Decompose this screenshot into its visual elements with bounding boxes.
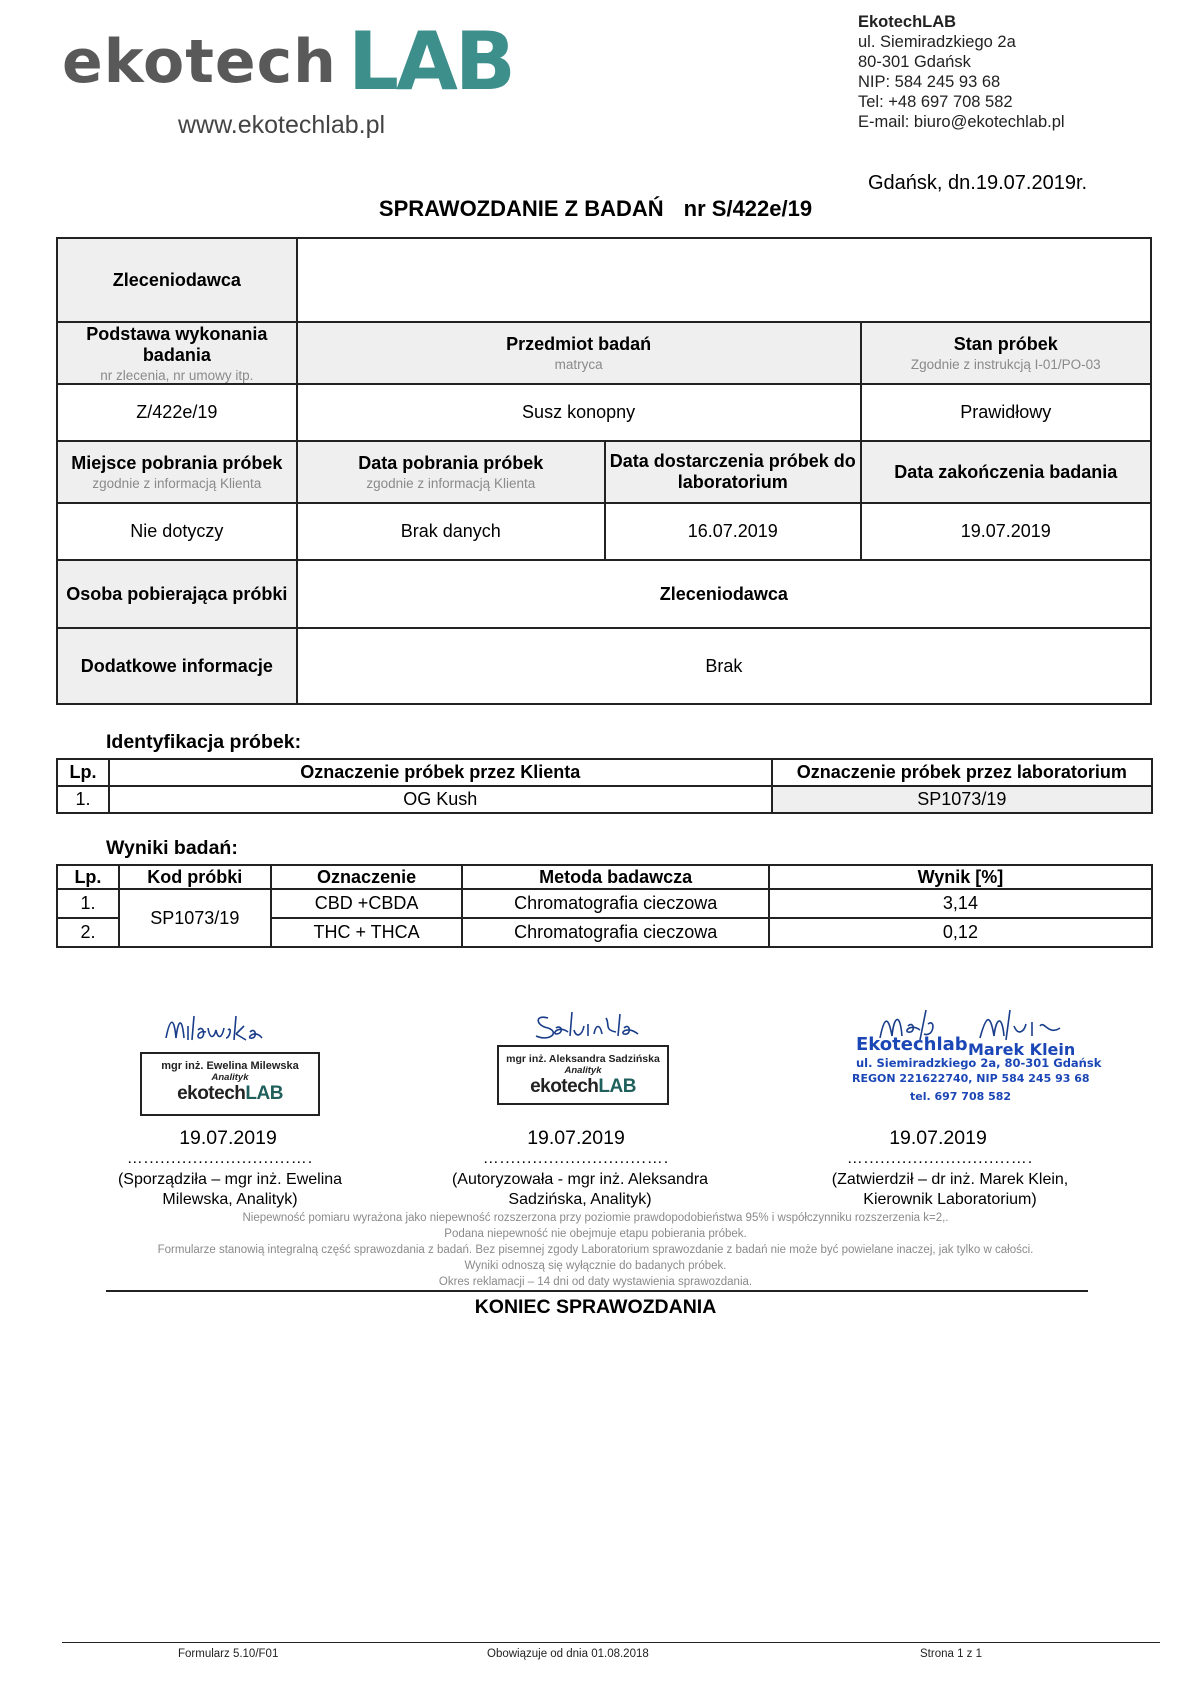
subject-value: Susz konopny	[297, 384, 861, 441]
table-row	[57, 889, 1152, 918]
caption-line: Milewska, Analityk)	[162, 1191, 298, 1208]
results-heading: Wyniki badań:	[106, 837, 238, 859]
place-sub: zgodnie z informacją Klienta	[92, 476, 262, 491]
stamp-company: Ekotechlab	[856, 1034, 968, 1055]
caption-line: (Sporządziła – mgr inż. Ewelina	[117, 1171, 343, 1188]
note-line: Podana niepewność nie obejmuje etapu pobierania próbek.	[444, 1228, 747, 1240]
id-header-client: Oznaczenie próbek przez Klienta	[109, 759, 772, 786]
signature-date: 19.07.2019	[179, 1127, 277, 1149]
res-header-code: Kod próbki	[119, 865, 271, 889]
sampling-date-sub: zgodnie z informacją Klienta	[366, 476, 536, 491]
report-title-text: SPRAWOZDANIE Z BADAŃ	[378, 196, 664, 221]
stamp-role: Analityk	[564, 1065, 602, 1076]
res-sample-code: SP1073/19	[119, 889, 271, 947]
report-info-table	[56, 237, 1152, 705]
subject-sub: matryca	[554, 357, 603, 372]
footer-page: Strona 1 z 1	[920, 1648, 983, 1660]
company-city: 80-301 Gdańsk	[858, 53, 971, 71]
id-header-lab: Oznaczenie próbek przez laboratorium	[772, 759, 1152, 786]
state-label: Stan próbek	[953, 334, 1058, 354]
signature-milewska	[160, 1008, 290, 1052]
note-line: Niepewność pomiaru wyrażona jako niepewność rozszerzona przy poziomie prawdopodobieństwa 95% i współczynniku rozszerzenia k=2,.	[242, 1212, 949, 1224]
footer-valid: Obowiązuje od dnia 01.08.2018	[487, 1648, 649, 1660]
basis-sub: nr zlecenia, nr umowy itp.	[100, 367, 254, 383]
stamp-milewska	[140, 1052, 320, 1116]
place-value: Nie dotyczy	[57, 503, 297, 560]
id-row-lp: 1.	[57, 786, 109, 813]
signature-caption	[90, 1170, 370, 1210]
res-row2-method: Chromatografia cieczowa	[462, 918, 768, 947]
extra-value: Brak	[297, 628, 1151, 704]
company-email: E-mail: biuro@ekotechlab.pl	[858, 113, 1065, 131]
table-row	[57, 786, 1152, 813]
identification-table	[56, 758, 1153, 814]
basis-header	[57, 322, 297, 384]
state-header	[861, 322, 1151, 384]
res-header-result: Wynik [%]	[769, 865, 1152, 889]
signature-sadzinska	[530, 1004, 660, 1048]
res-row1-analyte: CBD +CBDA	[271, 889, 463, 918]
company-address	[858, 12, 1065, 132]
sampler-value: Zleceniodawca	[297, 560, 1151, 628]
client-label: Zleceniodawca	[57, 238, 297, 322]
signature-date: 19.07.2019	[889, 1127, 987, 1149]
signature-line: …...........................….	[846, 1150, 1034, 1167]
identification-heading: Identyfikacja próbek:	[106, 731, 302, 753]
stamp-role: Analityk	[211, 1072, 249, 1083]
delivery-date-label: Data dostarczenia próbek do laboratorium	[605, 441, 861, 503]
delivery-date-value: 16.07.2019	[605, 503, 861, 560]
state-value: Prawidłowy	[861, 384, 1151, 441]
logo-url: www.ekotechlab.pl	[178, 111, 386, 139]
note-line: Wyniki odnoszą się wyłącznie do badanych próbek.	[464, 1260, 727, 1272]
subject-label: Przedmiot badań	[506, 334, 652, 354]
res-row1-result: 3,14	[769, 889, 1152, 918]
company-name: EkotechLAB	[858, 13, 957, 31]
caption-line: Sadzińska, Analityk)	[508, 1191, 652, 1208]
note-line: Okres reklamacji – 14 dni od daty wystawienia sprawozdania.	[438, 1276, 753, 1288]
stamp-name: mgr inż. Aleksandra Sadzińska	[506, 1053, 660, 1065]
id-row-client: OG Kush	[109, 786, 772, 813]
signature-line: …...........................….	[126, 1150, 314, 1167]
caption-line: Kierownik Laboratorium)	[863, 1191, 1037, 1208]
stamp-name: mgr inż. Ewelina Milewska	[161, 1060, 299, 1072]
extra-label: Dodatkowe informacje	[57, 628, 297, 704]
caption-line: (Zatwierdził – dr inż. Marek Klein,	[831, 1171, 1069, 1188]
basis-label: Podstawa wykonania badania	[86, 323, 268, 365]
stamp-logo: ekotechLAB	[530, 1076, 636, 1097]
res-row2-result: 0,12	[769, 918, 1152, 947]
end-date-value: 19.07.2019	[861, 503, 1151, 560]
place-label: Miejsce pobrania próbek	[71, 453, 283, 473]
report-date: Gdańsk, dn.19.07.2019r.	[868, 172, 1088, 194]
signature-date: 19.07.2019	[527, 1127, 625, 1149]
basis-value: Z/422e/19	[57, 384, 297, 441]
stamp-person: Marek Klein	[968, 1040, 1076, 1059]
res-header-method: Metoda badawcza	[462, 865, 768, 889]
footer-divider	[62, 1642, 1160, 1643]
res-row1-method: Chromatografia cieczowa	[462, 889, 768, 918]
signature-caption	[420, 1170, 740, 1210]
id-row-lab: SP1073/19	[772, 786, 1152, 813]
res-header-analyte: Oznaczenie	[271, 865, 463, 889]
company-street: ul. Siemiradzkiego 2a	[858, 33, 1016, 51]
end-date-label: Data zakończenia badania	[861, 441, 1151, 503]
divider	[106, 1290, 1088, 1292]
footer-form: Formularz 5.10/F01	[178, 1648, 279, 1660]
notes	[60, 1210, 1131, 1290]
place-header	[57, 441, 297, 503]
stamp-tel: tel. 697 708 582	[910, 1090, 1012, 1103]
signature-caption	[790, 1170, 1110, 1210]
stamp-regon: REGON 221622740, NIP 584 245 93 68	[852, 1072, 1090, 1085]
logo-word: ekotech	[62, 27, 337, 97]
stamp-logo: ekotechLAB	[177, 1083, 283, 1104]
caption-line: (Autoryzowała - mgr inż. Aleksandra	[451, 1171, 709, 1188]
state-sub: Zgodnie z instrukcją I-01/PO-03	[910, 357, 1101, 372]
company-nip: NIP: 584 245 93 68	[858, 73, 1001, 91]
report-number: nr S/422e/19	[683, 196, 813, 221]
stamp-sadzinska	[497, 1045, 669, 1105]
signature-line: …...........................….	[482, 1150, 670, 1167]
id-header-lp: Lp.	[57, 759, 109, 786]
note-line: Formularze stanowią integralną część sprawozdania z badań. Bez pisemnej zgody Laboratorium sprawozdanie z badań nie może być powielane inaczej, jak tylko w całości.	[157, 1244, 1034, 1256]
sampling-date-header	[297, 441, 605, 503]
res-row2-lp: 2.	[57, 918, 119, 947]
logo-lab: LAB	[348, 15, 513, 108]
res-row2-analyte: THC + THCA	[271, 918, 463, 947]
report-title	[0, 196, 1191, 222]
sampling-date-label: Data pobrania próbek	[358, 453, 544, 473]
sampler-label: Osoba pobierająca próbki	[57, 560, 297, 628]
client-value	[297, 238, 1151, 322]
res-row1-lp: 1.	[57, 889, 119, 918]
sampling-date-value: Brak danych	[297, 503, 605, 560]
results-table	[56, 864, 1153, 948]
end-of-report: KONIEC SPRAWOZDANIA	[474, 1296, 717, 1318]
subject-header	[297, 322, 861, 384]
company-tel: Tel: +48 697 708 582	[858, 93, 1013, 111]
stamp-address: ul. Siemiradzkiego 2a, 80-301 Gdańsk	[856, 1056, 1102, 1070]
res-header-lp: Lp.	[57, 865, 119, 889]
